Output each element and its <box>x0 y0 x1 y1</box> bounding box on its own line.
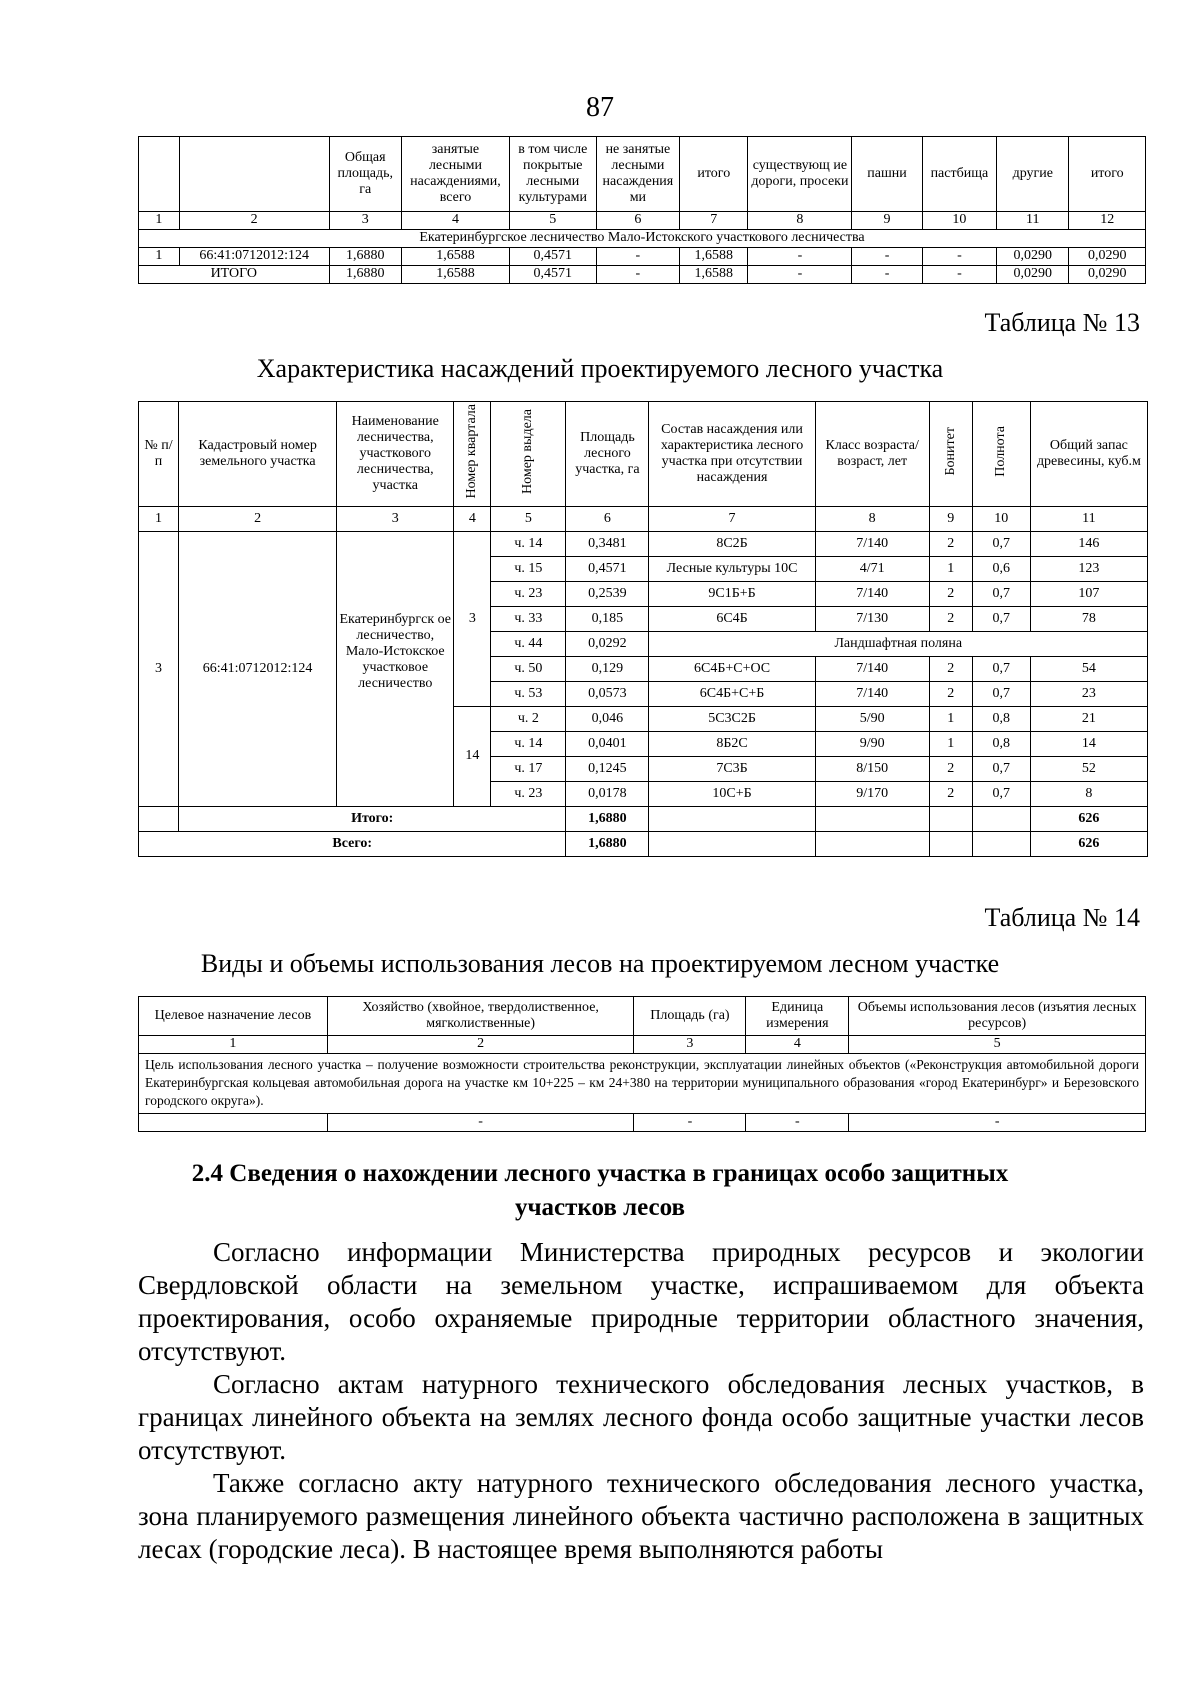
column-number-row: 1 2 3 4 5 6 7 8 9 10 11 12 <box>139 212 1146 230</box>
table-row: ч. 17 0,1245 7С3Б 8/150 2 0,7 52 <box>139 757 1148 782</box>
table14-label: Таблица № 14 <box>984 903 1140 932</box>
paragraph-2: Согласно актам натурного технического обследования лесных участков, в границах линейного объекта на землях лесного фонда особо защитные участки лесов отсутствуют. <box>138 1369 1144 1465</box>
table13-title: Характеристика насаждений проектируемого лесного участка <box>256 354 944 383</box>
table-row: - - - - <box>139 1113 1146 1131</box>
table-row: ч. 53 0,0573 6С4Б+С+Б 7/140 2 0,7 23 <box>139 682 1148 707</box>
itogo-row: Итого: 1,6880 626 <box>139 807 1148 832</box>
section-row: Екатеринбургское лесничество Мало-Истокского участкового лесничества <box>139 230 1146 248</box>
table-row: ч. 23 0,0178 10С+Б 9/170 2 0,7 8 <box>139 782 1148 807</box>
table-row: ч. 33 0,185 6С4Б 7/130 2 0,7 78 <box>139 607 1148 632</box>
stand-characteristics-table <box>138 401 1148 857</box>
total-row: ИТОГО 1,6880 1,6588 0,4571 - 1,6588 - - - 0,0290 0,0290 <box>139 266 1146 284</box>
forest-use-table <box>138 996 1146 1132</box>
table-row: ч. 23 0,2539 9С1Б+Б 7/140 2 0,7 107 <box>139 582 1148 607</box>
goal-row: Цель использования лесного участка – получение возможности строительства реконструкции, эксплуатации линейных объектов («Реконструкция автомобильной дороги Екатеринбургская кольцевая автомобильная дорога на участке км 10+225 – км 24+380 на территории муниципального образования «город Екатеринбург» и Березовского городского округа»). <box>139 1054 1146 1114</box>
page-number: 87 <box>586 92 614 123</box>
table-row: ч. 50 0,129 6С4Б+С+ОС 7/140 2 0,7 54 <box>139 657 1148 682</box>
table13-label: Таблица № 13 <box>984 308 1140 337</box>
section-heading: 2.4 Сведения о нахождении лесного участка в границах особо защитных участков лесов <box>191 1160 1009 1221</box>
column-number-row: 1 2 3 4 5 6 7 8 9 10 11 <box>139 507 1148 532</box>
table-row: ч. 14 0,0401 8Б2С 9/90 1 0,8 14 <box>139 732 1148 757</box>
table-row: 3 66:41:0712012:124 Екатеринбургск ое лесничество, Мало-Истокское участковое лесничество 3 ч. 14 0,3481 8С2Б 7/140 2 0,7 146 <box>139 532 1148 557</box>
table-row: 1 66:41:0712012:124 1,6880 1,6588 0,4571 - 1,6588 - - - 0,0290 0,0290 <box>139 248 1146 266</box>
paragraph-1: Согласно информации Министерства природных ресурсов и экологии Свердловской области на земельном участке, испрашиваемом для объекта проектирования, особо охраняемые природные территории областного значения, отсутствуют. <box>138 1237 1144 1366</box>
paragraph-3: Также согласно акту натурного технического обследования лесного участка, зона планируемого размещения линейного объекта частично расположена в защитных лесах (городские леса). В настоящее время выполняются работы <box>138 1468 1144 1564</box>
table-header-row: Общая площадь, га занятые лесными насаждениями, всего в том числе покрытые лесными культурами не занятые лесными насаждения ми итого существующ ие дороги, просеки пашни пастбища другие итого <box>139 137 1146 212</box>
land-balance-table <box>138 136 1146 284</box>
table-row: ч. 15 0,4571 Лесные культуры 10С 4/71 1 0,6 123 <box>139 557 1148 582</box>
table-header-row: Целевое назначение лесов Хозяйство (хвойное, твердолиственное, мягколиственные) Площадь (га) Единица измерения Объемы использования лесов (изъятия лесных ресурсов) <box>139 997 1146 1036</box>
column-number-row: 1 2 3 4 5 <box>139 1036 1146 1054</box>
table-row: 14 ч. 2 0,046 5С3С2Б 5/90 1 0,8 21 <box>139 707 1148 732</box>
table14-title: Виды и объемы использования лесов на проектируемом лесном участке <box>200 949 1000 978</box>
table-header-row: № п/п Кадастровый номер земельного участка Наименование лесничества, участкового лесничества, участка Номер квартала Номер выдела Площадь лесного участка, га Состав насаждения или характеристика лесного участка при отсутствии насаждения Класс возраста/ возраст, лет Бонитет Полнота Общий запас древесины, куб.м <box>139 402 1148 507</box>
vsego-row: Всего: 1,6880 626 <box>139 832 1148 857</box>
table-row: ч. 44 0,0292 Ландшафтная поляна <box>139 632 1148 657</box>
